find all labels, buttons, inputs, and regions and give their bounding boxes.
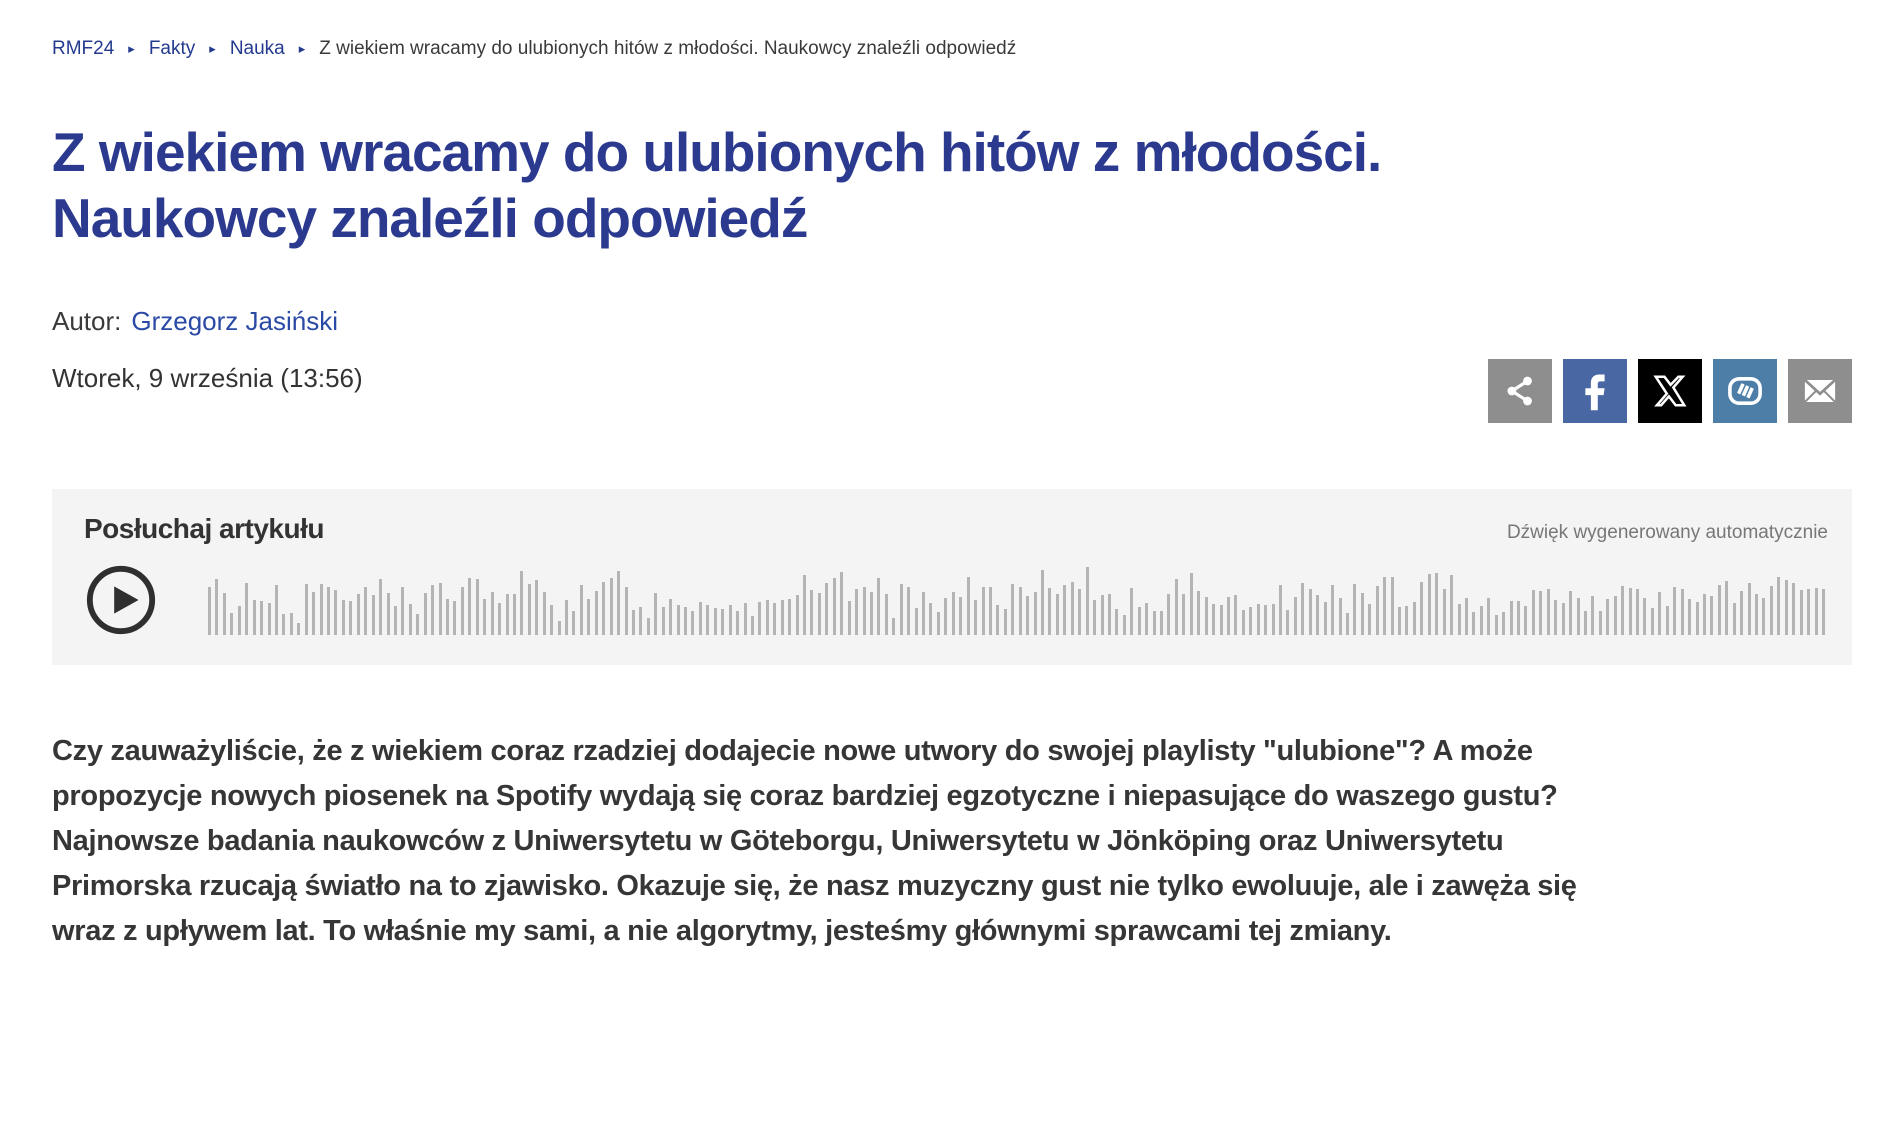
facebook-icon [1573, 369, 1617, 413]
share-icon [1500, 371, 1540, 411]
wykop-icon [1722, 368, 1768, 414]
x-share-button[interactable] [1638, 359, 1702, 423]
breadcrumb-link-nauka[interactable]: Nauka [229, 38, 285, 59]
author-link[interactable]: Grzegorz Jasiński [131, 305, 338, 336]
article-meta [52, 306, 1852, 423]
play-button[interactable] [84, 563, 158, 637]
audio-player-note: Dźwięk wygenerowany automatycznie [1506, 521, 1828, 543]
audio-player-title: Posłuchaj artykułu [84, 512, 324, 544]
email-share-button[interactable] [1788, 359, 1852, 423]
audio-waveform[interactable] [208, 563, 1828, 635]
author-line [52, 306, 363, 337]
email-icon [1798, 369, 1842, 413]
chevron-right-icon: ▸ [298, 40, 306, 56]
audio-player-body [84, 563, 1828, 637]
facebook-share-button[interactable] [1563, 359, 1627, 423]
breadcrumb [52, 38, 1852, 61]
author-date-block [52, 306, 363, 394]
breadcrumb-current: Z wiekiem wracamy do ulubionych hitów z młodości. Naukowcy znaleźli odpowiedź [319, 38, 1017, 59]
chevron-right-icon: ▸ [128, 40, 135, 56]
publish-date: Wtorek, 9 września (13:56) [52, 362, 363, 393]
article-lead: Czy zauważyliście, że z wiekiem coraz rzadziej dodajecie nowe utwory do swojej playlisty "ulubione"? A może propozycje nowych piosenek na Spotify wydają się coraz bardziej egzotyczne i niepasujące do waszego gustu? Najnowsze badania naukowców z Uniwersytetu w Göteborgu, Uniwersytetu w Jönköping oraz Uniwersytetu Primorska rzucają światło na to zjawisko. Okazuje się, że nasz muzyczny gust nie tylko ewoluuje, ale i zawęża się wraz z upływem lat. To właśnie my sami, a nie algorytmy, jesteśmy głównymi sprawcami tej zmiany. [52, 734, 1577, 947]
play-icon [84, 625, 158, 640]
breadcrumb-link-fakty[interactable]: Fakty [148, 38, 196, 59]
audio-player-header [84, 513, 1828, 545]
x-icon [1651, 372, 1689, 410]
page-title: Z wiekiem wracamy do ulubionych hitów z młodości. Naukowcy znaleźli odpowiedź [52, 120, 1382, 250]
share-button[interactable] [1488, 359, 1552, 423]
share-buttons [1488, 359, 1852, 423]
audio-player [52, 489, 1852, 665]
author-label: Autor: [52, 305, 122, 336]
breadcrumb-link-rmf24[interactable]: RMF24 [52, 38, 115, 59]
chevron-right-icon: ▸ [209, 40, 216, 56]
wykop-share-button[interactable] [1713, 359, 1777, 423]
